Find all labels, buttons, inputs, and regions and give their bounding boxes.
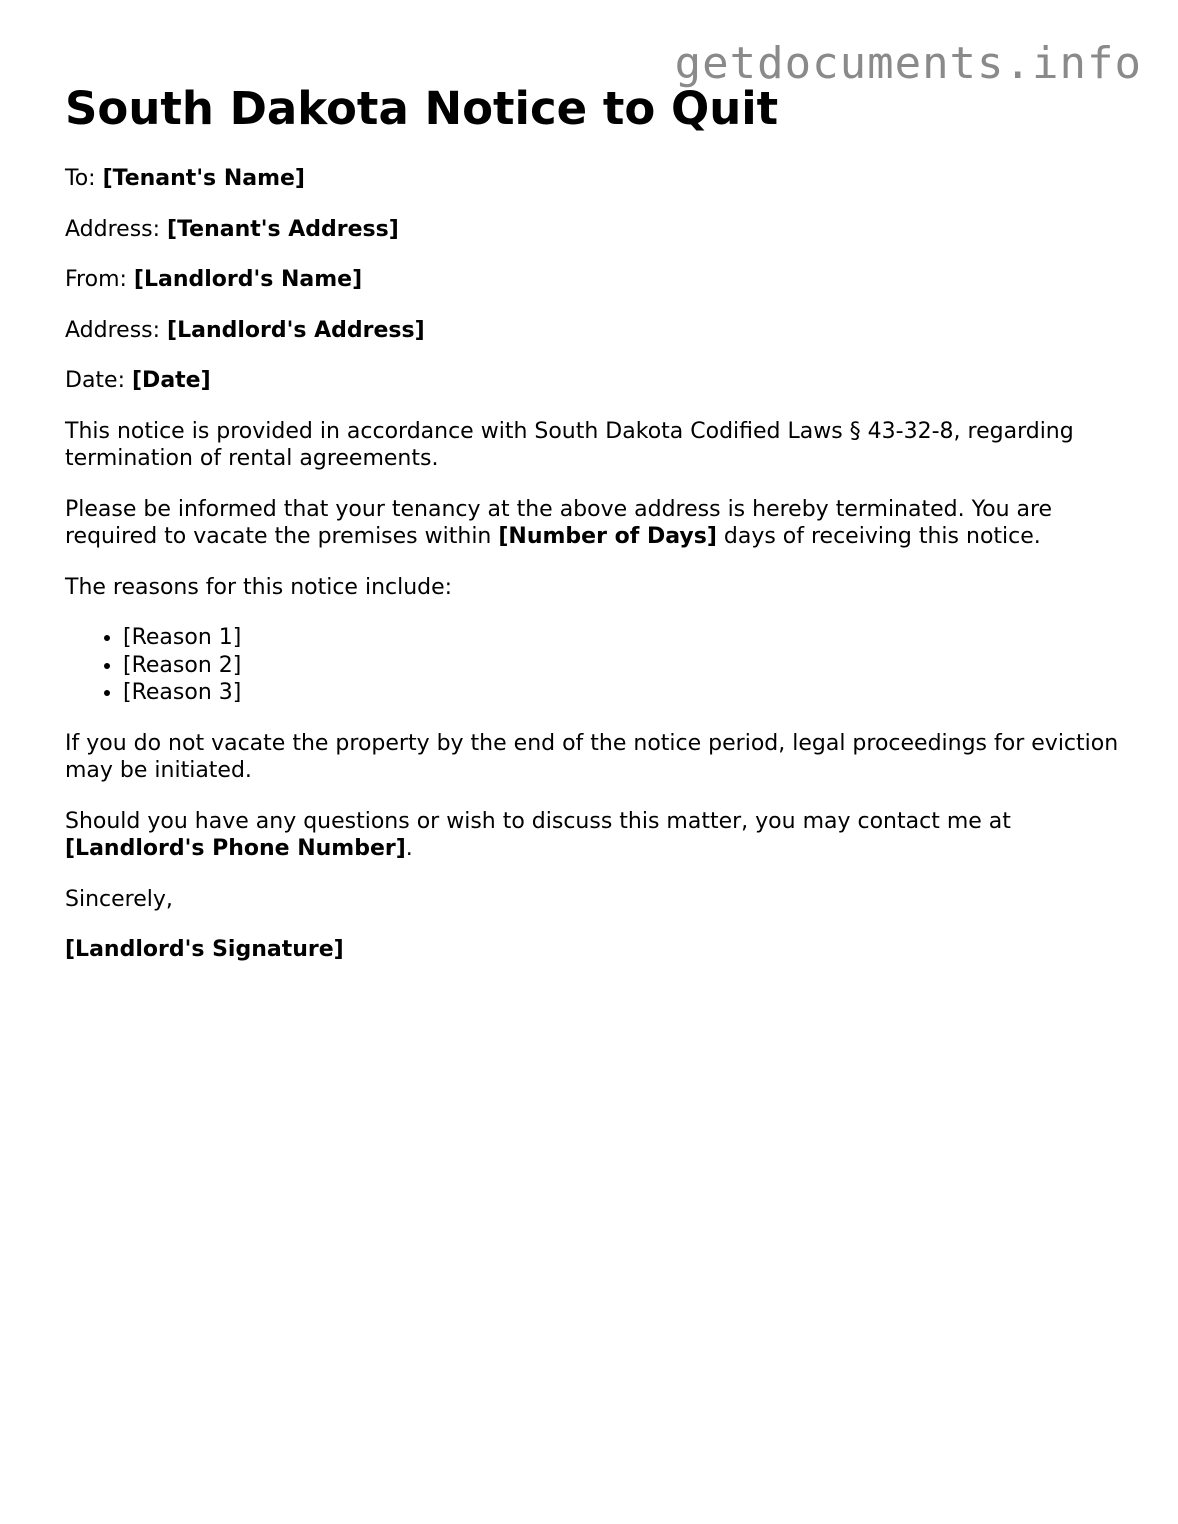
document-title: South Dakota Notice to Quit: [65, 82, 779, 135]
consequence-paragraph: If you do not vacate the property by the end of the notice period, legal proceedings for eviction may be initiated.: [65, 730, 1119, 783]
reason-item: • [Reason 3]: [123, 679, 1125, 707]
reasons-list: [65, 624, 1125, 707]
landlord-address-placeholder: [Landlord's Address]: [167, 317, 425, 343]
landlord-address-line: [65, 317, 1125, 345]
landlord-phone-placeholder: [Landlord's Phone Number]: [65, 836, 406, 861]
signature-line: [65, 936, 1125, 964]
reason-item: • [Reason 2]: [123, 652, 1125, 680]
from-line: [65, 266, 1125, 294]
reason-item: • [Reason 1]: [123, 624, 1125, 652]
contact-text: Should you have any questions or wish to discuss this matter, you may contact me at: [65, 808, 1011, 834]
document-body: [65, 78, 1125, 987]
landlord-address-label: Address:: [65, 317, 161, 343]
date-line: [65, 367, 1125, 395]
legal-basis-paragraph: This notice is provided in accordance with South Dakota Codified Laws § 43-32-8, regarding termination of rental agreements.: [65, 418, 1074, 471]
tenant-name-placeholder: [Tenant's Name]: [102, 166, 305, 191]
number-of-days-placeholder: [Number of Days]: [498, 524, 717, 549]
contact-paragraph: [65, 808, 1125, 863]
from-label: From:: [65, 267, 127, 292]
tenant-address-line: [65, 216, 1125, 244]
landlord-signature-placeholder: [Landlord's Signature]: [65, 937, 344, 962]
to-label: To:: [65, 166, 96, 191]
reasons-intro: The reasons for this notice include:: [65, 574, 453, 600]
date-placeholder: [Date]: [132, 368, 211, 393]
closing: Sincerely,: [65, 886, 173, 912]
contact-period: .: [405, 836, 413, 861]
tenant-address-label: Address:: [65, 216, 161, 242]
to-line: [65, 165, 1125, 193]
tenant-address-placeholder: [Tenant's Address]: [167, 216, 399, 242]
landlord-name-placeholder: [Landlord's Name]: [133, 267, 363, 292]
termination-paragraph: [65, 496, 1125, 551]
termination-text-start: Please be informed that your tenancy at the above address is hereby terminated. You are required to vacate the premises within: [65, 496, 1053, 549]
watermark: getdocuments.info: [674, 38, 1142, 89]
date-label: Date:: [65, 368, 125, 393]
termination-text-end: days of receiving this notice.: [716, 524, 1041, 549]
